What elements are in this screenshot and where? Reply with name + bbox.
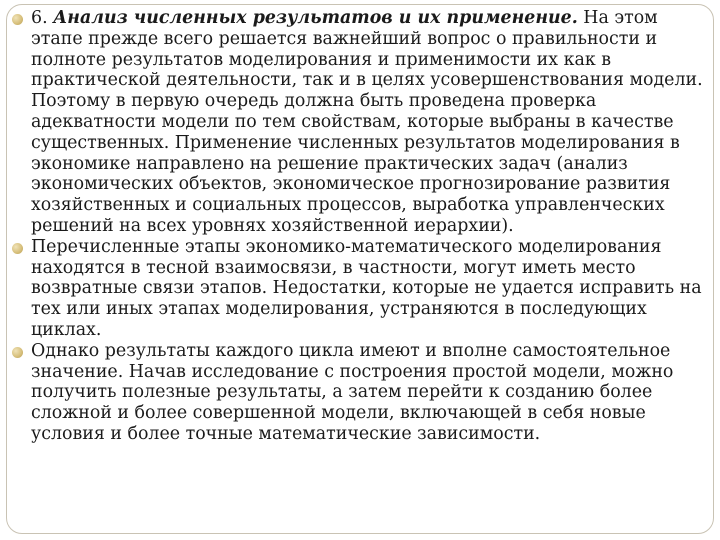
bullet-dot-icon: [12, 14, 23, 25]
bullet-text: Однако результаты каждого цикла имеют и вполне самостоятельное значение. Начав исследование с построения простой модели, можно получить полезные результаты, а затем перейти к созданию более сложной и более совершенной модели, включающей в себя новые условия и более точные математические зависимости.: [31, 340, 674, 444]
bullet-number: 6.: [31, 8, 54, 28]
bullet-item-1: [12, 8, 714, 237]
slide-content: [12, 8, 714, 445]
bullet-heading: Анализ численных результатов и их применение.: [53, 8, 578, 28]
bullet-item-2: [12, 237, 714, 341]
bullet-text: Перечисленные этапы экономико-математического моделирования находятся в тесной взаимосвязи, в частности, могут иметь место возвратные связи этапов. Недостатки, которые не удается исправить на тех или иных этапах моделирования, устраняются в последующих циклах.: [31, 236, 702, 340]
bullet-item-3: [12, 341, 714, 445]
bullet-dot-icon: [12, 243, 23, 254]
bullet-dot-icon: [12, 347, 23, 358]
bullet-text: На этом этапе прежде всего решается важнейший вопрос о правильности и полноте результатов моделирования и применимости их как в практической деятельности, так и в целях усовершенствования модели. Поэтому в первую очередь должна быть проведена проверка адекватности модели по тем свойствам, которые выбраны в качестве существенных. Применение численных результатов моделирования в экономике направлено на решение практических задач (анализ экономических объектов, экономическое прогнозирование развития хозяйственных и социальных процессов, выработка управленческих решений на всех уровнях хозяйственной иерархии).: [31, 8, 703, 236]
